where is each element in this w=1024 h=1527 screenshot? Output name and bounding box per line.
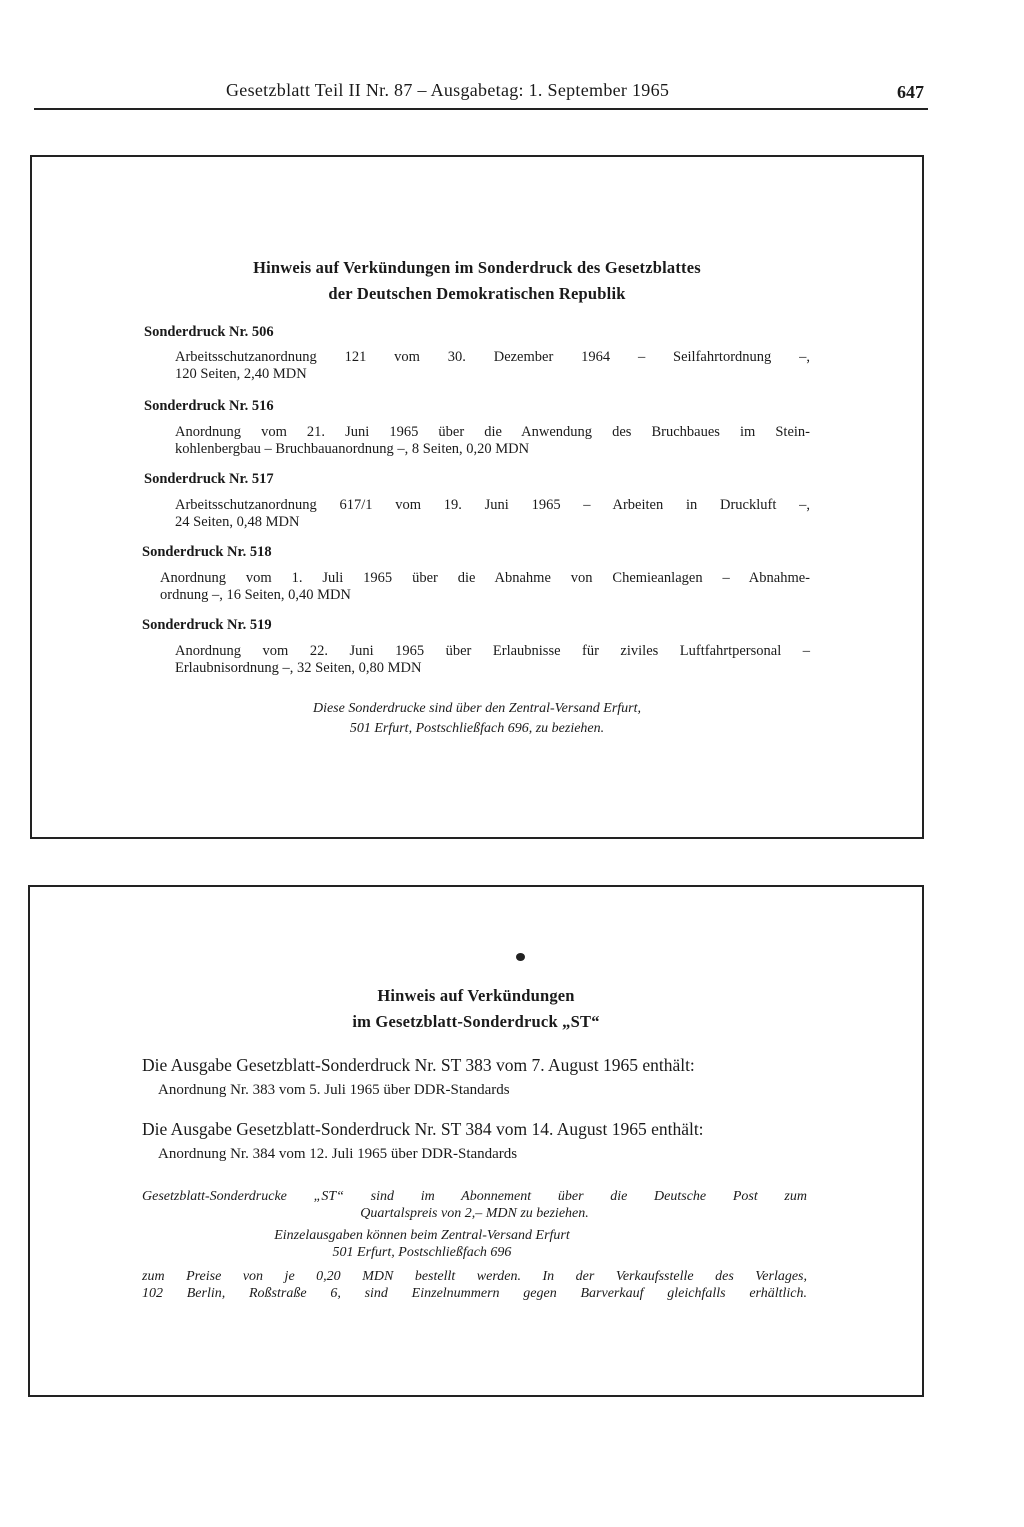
entry-517-head: Sonderdruck Nr. 517 — [144, 471, 274, 487]
entry-516-head: Sonderdruck Nr. 516 — [144, 398, 274, 414]
price-note: zum Preise von je 0,20 MDN bestellt werden. In der Verkaufsstelle des Verlages, 102 Berlin, Roßstraße 6, sind Einzelnummern gegen Barverkauf gleichfalls erhältlich. — [142, 1269, 807, 1301]
issue-384-content: Anordnung Nr. 384 vom 12. Juli 1965 über DDR-Standards — [158, 1146, 518, 1162]
issue-383-content: Anordnung Nr. 383 vom 5. Juli 1965 über DDR-Standards — [158, 1082, 510, 1098]
box1-note: Diese Sonderdrucke sind über den Zentral-Versand Erfurt, 501 Erfurt, Postschließfach 696, zu beziehen. — [312, 701, 642, 736]
issue-384-line: Die Ausgabe Gesetzblatt-Sonderdruck Nr. ST 384 vom 14. August 1965 enthält: — [142, 1119, 704, 1139]
header-rule — [34, 108, 928, 110]
entry-518-text: Anordnung vom 1. Juli 1965 über die Abnahme von Chemieanlagen – Abnahme- ordnung –, 16 Seiten, 0,40 MDN — [160, 570, 810, 603]
box1-title-line2: der Deutschen Demokratischen Republik — [328, 284, 626, 303]
box1-title-line1: Hinweis auf Verkündungen im Sonderdruck des Gesetzblattes — [253, 258, 701, 277]
subscription-note: Gesetzblatt-Sonderdrucke „ST“ sind im Abonnement über die Deutsche Post zum Quartalspreis von 2,– MDN zu beziehen. — [142, 1189, 807, 1221]
entry-518-head: Sonderdruck Nr. 518 — [142, 544, 272, 560]
box2-title-line1: Hinweis auf Verkündungen — [377, 986, 575, 1005]
box2-title-line2: im Gesetzblatt-Sonderdruck „ST“ — [352, 1012, 600, 1031]
header-title: Gesetzblatt Teil II Nr. 87 – Ausgabetag: 1. September 1965 — [226, 80, 670, 100]
page-number: 647 — [897, 82, 924, 102]
entry-506-head: Sonderdruck Nr. 506 — [144, 324, 274, 340]
entry-516-text: Anordnung vom 21. Juni 1965 über die Anwendung des Bruchbaues im Stein- kohlenbergbau – Bruchbauanordnung –, 8 Seiten, 0,20 MDN — [175, 424, 810, 457]
entry-519-head: Sonderdruck Nr. 519 — [142, 617, 272, 633]
ornament-dot — [516, 953, 525, 961]
entry-517-text: Arbeitsschutzanordnung 617/1 vom 19. Juni 1965 – Arbeiten in Druckluft –, 24 Seiten, 0,48 MDN — [175, 497, 810, 530]
issue-383-line: Die Ausgabe Gesetzblatt-Sonderdruck Nr. ST 383 vom 7. August 1965 enthält: — [142, 1055, 695, 1075]
entry-506-text: Arbeitsschutzanordnung 121 vom 30. Dezember 1964 – Seilfahrtordnung –, 120 Seiten, 2,40 MDN — [175, 349, 810, 382]
notice-box-sonderdruck — [30, 155, 924, 839]
entry-519-text: Anordnung vom 22. Juni 1965 über Erlaubnisse für ziviles Luftfahrtpersonal – Erlaubnisordnung –, 32 Seiten, 0,80 MDN — [175, 643, 810, 676]
page-header — [34, 74, 928, 104]
single-issues-note: Einzelausgaben können beim Zentral-Versand Erfurt 501 Erfurt, Postschließfach 696 — [274, 1228, 570, 1260]
notice-box-st — [28, 885, 924, 1397]
